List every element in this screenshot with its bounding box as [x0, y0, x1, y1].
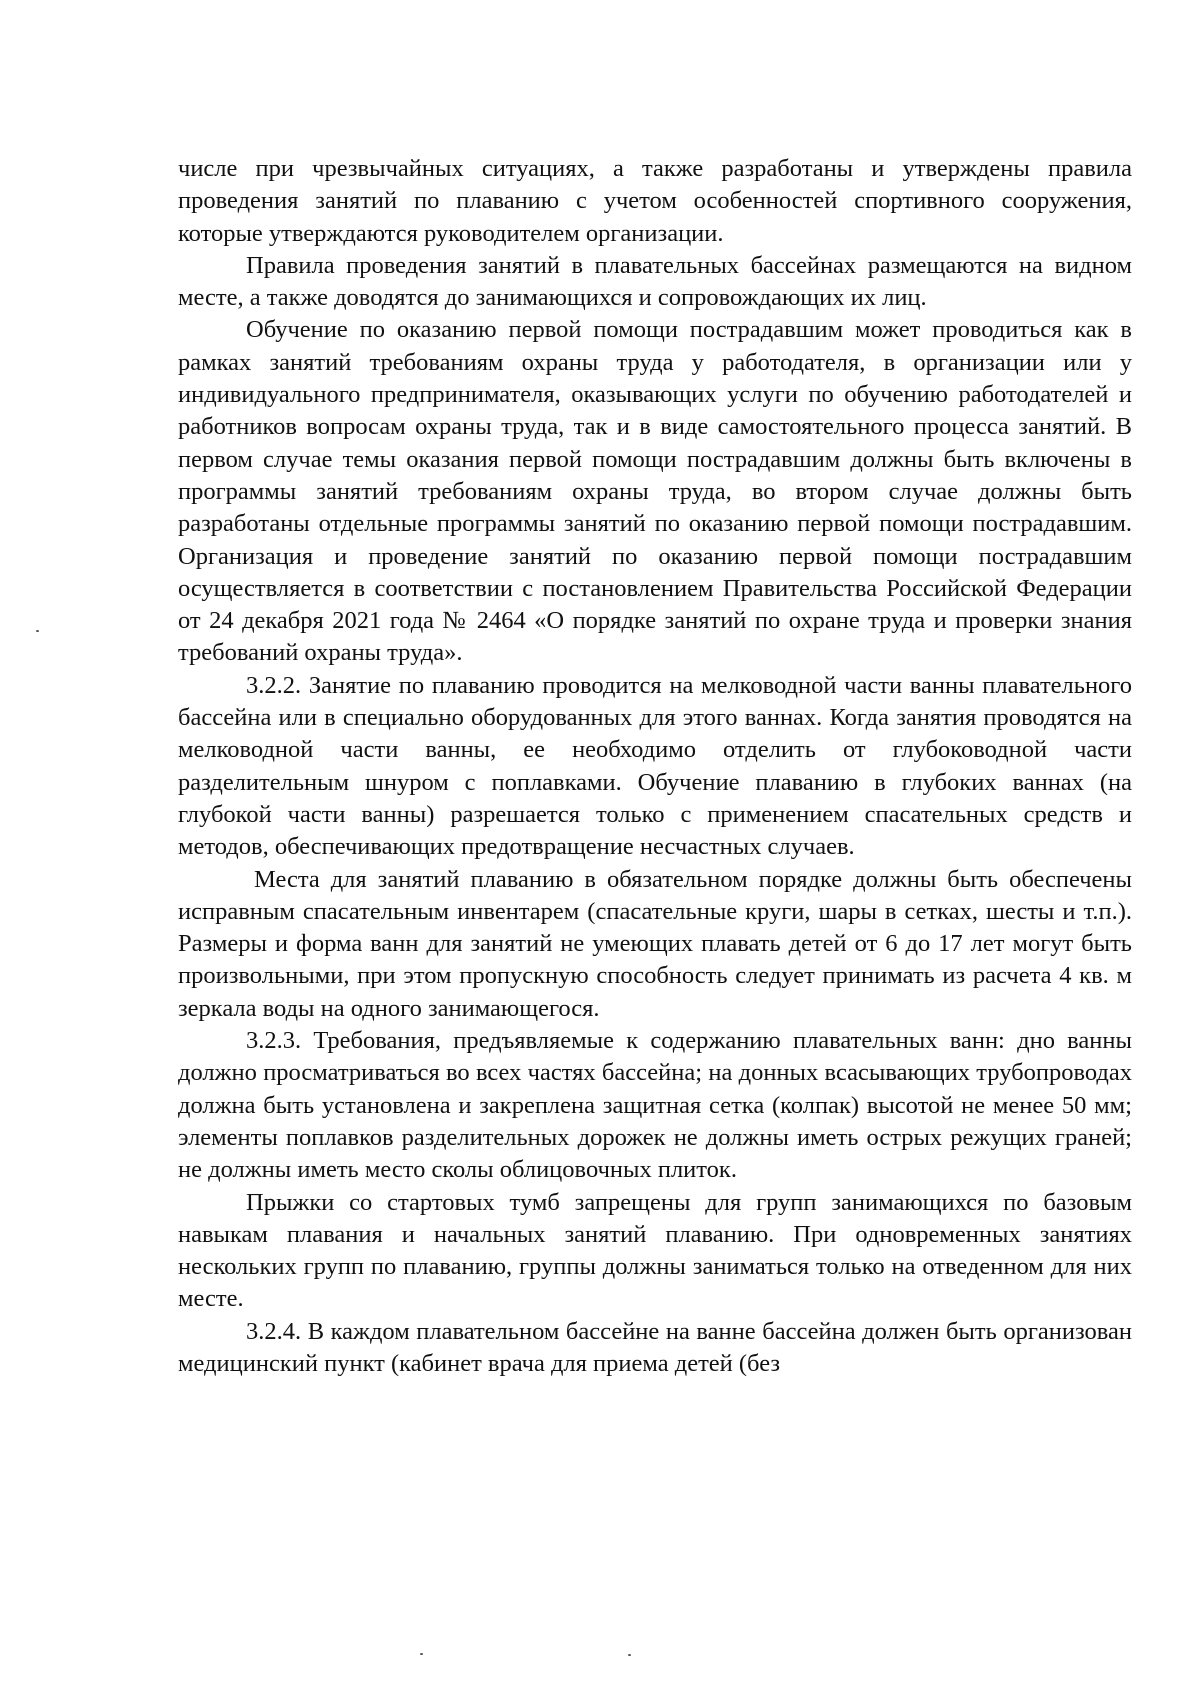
scan-speck — [420, 1653, 423, 1655]
document-body — [178, 153, 1132, 1380]
paragraph-section-3-2-4: 3.2.4. В каждом плавательном бассейне на ванне бассейна должен быть организован медицинский пункт (кабинет врача для приема детей (без — [178, 1317, 1132, 1377]
paragraph-diving-restrictions: Прыжки со стартовых тумб запрещены для групп занимающихся по базовым навыкам плавания и начальных занятий плаванию. При одновременных занятиях нескольких групп по плаванию, группы должны заниматься только на отведенном для них месте. — [178, 1188, 1132, 1313]
paragraph-rules-placement: Правила проведения занятий в плавательных бассейнах размещаются на видном месте, а также доводятся до занимающихся и сопровождающих их лиц. — [178, 251, 1132, 312]
paragraph-section-3-2-2: 3.2.2. Занятие по плаванию проводится на мелководной части ванны плавательного бассейна или в специально оборудованных для этого ваннах. Когда занятия проводятся на мелководной части ванны, ее необходимо отделить от глубоководной части разделительным шнуром с поплавками. Обучение плаванию в глубоких ваннах (на глубокой части ванны) разрешается только с применением спасательных средств и методов, обеспечивающих предотвращение несчастных случаев. — [178, 671, 1132, 861]
scan-speck — [36, 630, 39, 632]
paragraph-section-3-2-3: 3.2.3. Требования, предъявляемые к содержанию плавательных ванн: дно ванны должно просматриваться во всех частях бассейна; на донных всасывающих трубопроводах должна быть установлена и закреплена защитная сетка (колпак) высотой не менее 50 мм; элементы поплавков разделительных дорожек не должны иметь острых режущих граней; не должны иметь место сколы облицовочных плиток. — [178, 1027, 1132, 1184]
paragraph-rescue-equipment: Места для занятий плаванию в обязательном порядке должны быть обеспечены исправным спасательным инвентарем (спасательные круги, шары в сетках, шесты и т.п.). Размеры и форма ванн для занятий не умеющих плавать детей от 6 до 17 лет могут быть произвольными, при этом пропускную способность следует принимать из расчета 4 кв. м зеркала воды на одного занимающегося. — [178, 865, 1132, 1022]
paragraph-first-aid-training: Обучение по оказанию первой помощи пострадавшим может проводиться как в рамках занятий требованиям охраны труда у работодателя, в организации или у индивидуального предпринимателя, оказывающих услуги по обучению работодателей и работников вопросам охраны труда, так и в виде самостоятельного процесса занятий. В первом случае темы оказания первой помощи пострадавшим должны быть включены в программы занятий требованиям охраны труда, во втором случае должны быть разработаны отдельные программы занятий по оказанию первой помощи пострадавшим. Организация и проведение занятий по оказанию первой помощи пострадавшим осуществляется в соответствии с постановлением Правительства Российской Федерации от 24 декабря 2021 года № 2464 «О порядке занятий по охране труда и проверки знания требований охраны труда». — [178, 316, 1132, 667]
paragraph-continuation: числе при чрезвычайных ситуациях, а также разработаны и утверждены правила проведения занятий по плаванию с учетом особенностей спортивного сооружения, которые утверждаются руководителем организации. — [178, 155, 1132, 247]
scan-speck — [628, 1654, 631, 1656]
